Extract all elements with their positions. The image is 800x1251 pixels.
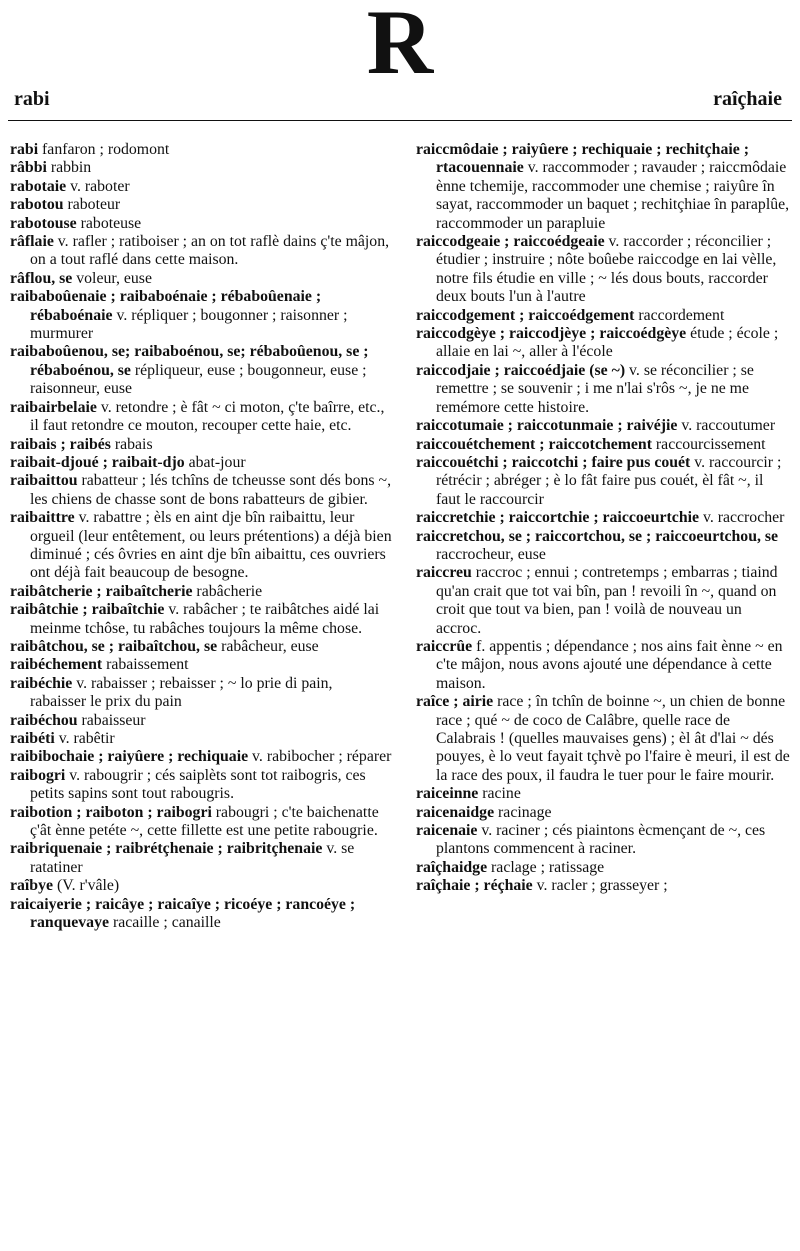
dictionary-entry: [10, 215, 392, 233]
entry-definition: v. retondre ; è fât ~ ci moton, ç'te baîrre, etc., il faut retondre ce mouton, recouper cette haie, etc.: [30, 398, 385, 435]
entry-definition: rabatteur ; lés tchîns de tcheusse sont dés bons ~, les chiens de chasse sont de bons rabatteurs de gibier.: [30, 472, 392, 508]
entry-headword: raiccodjaie ; raiccoédjaie (se ~): [416, 361, 626, 379]
dictionary-entry: [10, 840, 392, 877]
entry-definition: racinage: [494, 803, 552, 821]
entry-headword: raiccrûe: [416, 637, 473, 655]
dictionary-entry: [10, 656, 392, 674]
right-column: [416, 141, 790, 896]
entry-definition: étude ; école ; allaie en lai ~, aller à l'école: [436, 325, 779, 361]
entry-definition: (V. r'vâle): [53, 877, 120, 895]
dictionary-entry: [10, 601, 392, 638]
entry-definition: raccrocheur, euse: [436, 545, 546, 563]
entry-definition: v. raccorder ; réconcilier ; étudier ; instruire ; nôte boûebe raiccodge en lai vèlle, notre fils étudie en ville ; ~ lés dous bouts, raccorder deux bouts l'un à l'autre: [436, 233, 777, 306]
entry-headword: raiccodgeaie ; raiccoédgeaie: [416, 233, 605, 251]
entry-headword: raibaboûenaie ; raibaboénaie ; rébaboûenaie ; rébaboénaie: [10, 288, 322, 324]
entry-definition: abat-jour: [184, 453, 246, 471]
dictionary-entry: [10, 141, 392, 159]
entry-definition: v. raciner ; cés piaintons ècmençant de ~, ces plantons commencent à raciner.: [436, 822, 766, 858]
entry-headword: raibotion ; raiboton ; raibogri: [10, 803, 212, 821]
entry-definition: v. rabattre ; èls en aint dje bîn raibaittu, leur orgueil (leur entêtement, ou leurs prétentions) a déjà bien diminué ; cés ôvries en aint dje bîn aibaittu, ces ouvriers ont déjà fait beaucoup de besogne.: [30, 509, 392, 582]
dictionary-entry: [416, 417, 790, 435]
dictionary-entry: [10, 178, 392, 196]
header-rule: [8, 120, 792, 121]
dictionary-entry: [416, 785, 790, 803]
dictionary-entry: [416, 141, 790, 233]
entry-definition: v. raccoutumer: [677, 417, 776, 435]
entry-headword: raibaittre: [10, 509, 75, 527]
dictionary-entry: [10, 343, 392, 398]
entry-headword: raicenaidge: [416, 803, 495, 821]
dictionary-entry: [416, 528, 790, 565]
entry-headword: raibairbelaie: [10, 398, 97, 416]
entry-definition: v. répliquer ; bougonner ; raisonner ; murmurer: [30, 306, 348, 343]
dictionary-entry: [416, 307, 790, 325]
dictionary-entry: [416, 877, 790, 895]
dictionary-entry: [10, 270, 392, 288]
dictionary-entry: [10, 583, 392, 601]
entry-headword: raicenaie: [416, 822, 478, 840]
entry-headword: raiccouétchement ; raiccotchement: [416, 435, 652, 453]
entry-definition: v. rabâcher ; te raibâtches aidé lai meinme tchôse, tu rabâches toujours la même chose.: [30, 601, 380, 637]
entry-definition: v. raccrocher: [699, 509, 785, 527]
entry-headword: raibogri: [10, 766, 66, 784]
entry-headword: raiccotumaie ; raiccotunmaie ; raivéjie: [416, 417, 678, 435]
entry-definition: v. rabougrir ; cés saiplèts sont tot raibogris, ces petits sapins sont tout rabougris.: [30, 766, 366, 803]
entry-definition: fanfaron ; rodomont: [38, 141, 170, 158]
entry-headword: raibâtchou, se ; raibaîtchou, se: [10, 637, 218, 655]
entry-headword: raibait-djoué ; raibait-djo: [10, 453, 185, 471]
entry-definition: rabâcheur, euse: [217, 637, 319, 655]
dictionary-entry: [10, 159, 392, 177]
entry-definition: rabougri ; c'te baichenatte ç'ât ènne petéte ~, cette fillette est une petite rabougrie.: [30, 803, 379, 840]
dictionary-entry: [10, 896, 392, 933]
dictionary-entry: [10, 748, 392, 766]
entry-headword: rabotaie: [10, 177, 67, 195]
dictionary-entry: [416, 233, 790, 307]
dictionary-entry: [10, 638, 392, 656]
dictionary-entry: [416, 325, 790, 362]
dictionary-entry: [10, 233, 392, 270]
dictionary-entry: [416, 822, 790, 859]
entry-definition: rabais: [110, 435, 153, 453]
dictionary-entry: [416, 638, 790, 693]
dictionary-entry: [10, 436, 392, 454]
dictionary-entry: [10, 399, 392, 436]
entry-headword: râbbi: [10, 159, 47, 177]
dictionary-entry: [416, 454, 790, 509]
entry-definition: v. rabibocher ; réparer: [248, 748, 392, 766]
entry-headword: raibais ; raibés: [10, 435, 111, 453]
entry-headword: raiccodgement ; raiccoédgement: [416, 306, 635, 324]
dictionary-entry: [416, 804, 790, 822]
dictionary-entry: [10, 472, 392, 509]
entry-headword: rabotou: [10, 196, 64, 214]
left-column: [10, 141, 392, 932]
dictionary-entry: [10, 509, 392, 583]
entry-headword: raibéchie: [10, 674, 73, 692]
entry-headword: râflaie: [10, 233, 54, 251]
entry-headword: raibibochaie ; raiyûere ; rechiquaie: [10, 748, 249, 766]
entry-definition: rabâcherie: [192, 582, 263, 600]
entry-definition: v. raccourcir ; rétrécir ; abréger ; è lo fât faire pus couét, èl fât ~, il faut le raccourcir: [436, 453, 782, 508]
dictionary-entry: [10, 712, 392, 730]
entry-definition: v. racler ; grasseyer ;: [532, 877, 668, 895]
entry-definition: rabaisseur: [77, 711, 146, 729]
entry-headword: raîçhaie ; réçhaie: [416, 877, 533, 895]
entry-headword: raiccmôdaie ; raiyûere ; rechiquaie ; rechitçhaie ; rtacouennaie: [416, 141, 749, 177]
dictionary-entry: [416, 859, 790, 877]
entry-definition: v. se réconcilier ; se remettre ; se souvenir ; i me n'lai s'rôs ~, je ne me remémore cette histoire.: [436, 361, 754, 416]
entry-headword: raibaboûenou, se; raibaboénou, se; rébaboûenou, se ; rébaboénou, se: [10, 343, 369, 379]
entry-definition: f. appentis ; dépendance ; nos ains fait ènne ~ en c'te mâjon, nous avons ajouté une dépendance à cette maison.: [436, 637, 783, 692]
entry-headword: raiccouétchi ; raiccotchi ; faire pus couét: [416, 453, 691, 471]
entry-definition: raccourcissement: [651, 435, 766, 453]
dictionary-entry: [416, 436, 790, 454]
entry-definition: v. se ratatiner: [30, 840, 355, 876]
entry-headword: raîbye: [10, 877, 53, 895]
dictionary-entry: [10, 196, 392, 214]
entry-definition: v. rabaisser ; rebaisser ; ~ lo prie di pain, rabaisser le prix du pain: [30, 674, 333, 711]
entry-headword: râflou, se: [10, 269, 73, 287]
dictionary-entry: [10, 730, 392, 748]
dictionary-entry: [10, 454, 392, 472]
dictionary-entry: [10, 804, 392, 841]
dictionary-entry: [416, 564, 790, 638]
entry-definition: racaille ; canaille: [109, 914, 221, 932]
entry-headword: raibaittou: [10, 472, 78, 490]
page-letter: R: [366, 0, 434, 93]
entry-headword: raiccreu: [416, 564, 472, 582]
entry-headword: raibâtcherie ; raibaîtcherie: [10, 582, 193, 600]
entry-definition: raccordement: [634, 306, 725, 324]
entry-definition: v. raccommoder ; ravauder ; raiccmôdaie ènne tchemije, raccommoder une chemise ; raiyûre în sayat, raccommoder un baquet ; rechitçhiae în paraplûe, raccommoder un parapluie: [436, 159, 790, 232]
entry-headword: raibéchou: [10, 711, 78, 729]
entry-headword: raiccretchie ; raiccortchie ; raiccoeurtchie: [416, 509, 700, 527]
entry-headword: raiccretchou, se ; raiccortchou, se ; raiccoeurtchou, se: [416, 527, 779, 545]
dictionary-entry: [10, 767, 392, 804]
entry-headword: raibéchement: [10, 656, 103, 674]
dictionary-entry: [416, 362, 790, 417]
dictionary-entry: [416, 509, 790, 527]
entry-definition: rabbin: [46, 159, 92, 177]
entry-headword: raibriquenaie ; raibrétçhenaie ; raibritçhenaie: [10, 840, 323, 858]
entry-definition: v. rabêtir: [54, 730, 115, 747]
entry-headword: rabotouse: [10, 214, 77, 232]
entry-definition: voleur, euse: [72, 269, 152, 287]
entry-definition: raccroc ; ennui ; contretemps ; embarras ; tiaind qu'an crait que tot vai bîn, pan ! revoili în ~, quand on croit que tout va bien, pan ! voilà de nouveau un accroc.: [436, 564, 778, 637]
entry-definition: racine: [478, 785, 521, 803]
guide-word-left: rabi: [14, 88, 50, 110]
entry-headword: raîçhaidge: [416, 858, 488, 876]
entry-headword: raibâtchie ; raibaîtchie: [10, 601, 165, 619]
guide-word-right: raîçhaie: [713, 88, 782, 110]
entry-definition: raclage ; ratissage: [487, 858, 605, 876]
dictionary-entry: [10, 877, 392, 895]
entry-headword: raibéti: [10, 730, 55, 747]
entry-definition: raboteuse: [76, 214, 142, 232]
entry-definition: rabaissement: [102, 656, 189, 674]
entry-definition: race ; în tchîn de boinne ~, un chien de bonne race ; qué ~ de coco de Calâbre, quelle race de Calabrais ! (quelles mauvaises gens) ; èl ât d'lai ~ dés pouyes, è lo veut fayait tçhvè po l'faire è meuri, il est de la race des poux, il faudra le tuer pour le faire mourir.: [436, 693, 790, 784]
entry-headword: raîce ; airie: [416, 693, 494, 711]
entry-headword: rabi: [10, 141, 39, 158]
dictionary-entry: [10, 675, 392, 712]
entry-headword: raiccodgèye ; raiccodjèye ; raiccoédgèye: [416, 325, 687, 343]
entry-headword: raicaiyerie ; raicâye ; raicaîye ; ricoéye ; rancoéye ; ranquevaye: [10, 895, 356, 932]
entry-definition: raboteur: [63, 196, 121, 214]
entry-definition: v. raboter: [66, 177, 130, 195]
entry-definition: v. rafler ; ratiboiser ; an on tot raflè dains ç'te mâjon, on a tout raflé dans cette maison.: [30, 233, 390, 269]
dictionary-entry: [10, 288, 392, 343]
dictionary-entry: [416, 693, 790, 785]
entry-headword: raiceinne: [416, 785, 479, 803]
entry-definition: répliqueur, euse ; bougonneur, euse ; raisonneur, euse: [30, 361, 367, 398]
